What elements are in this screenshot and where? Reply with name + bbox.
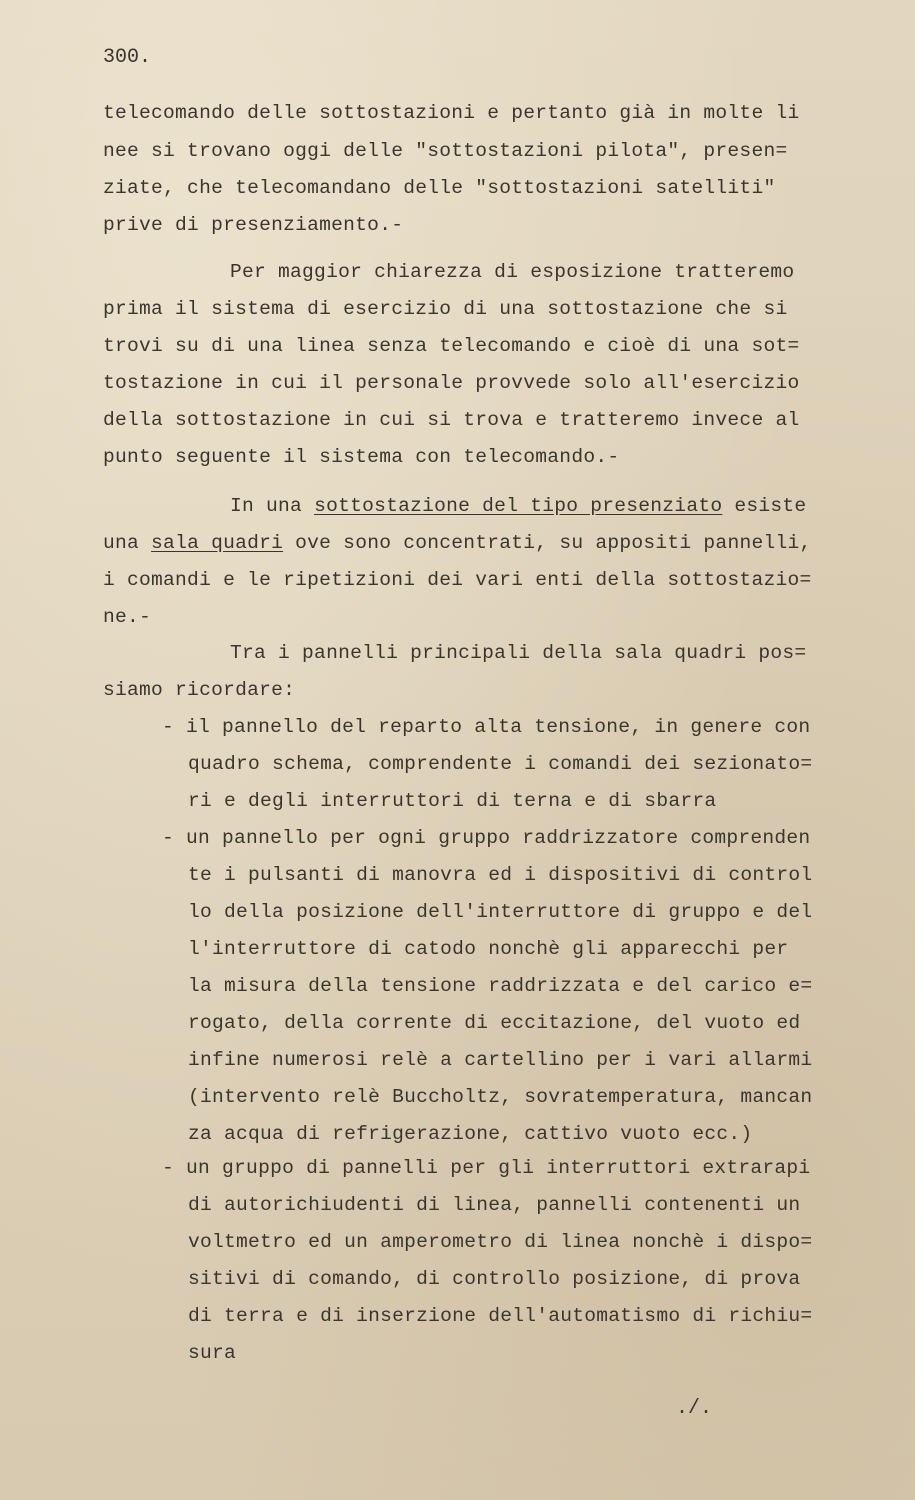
underlined-term: sala quadri: [151, 532, 284, 554]
list-item-line: - un pannello per ogni gruppo raddrizzatore comprenden: [162, 827, 811, 849]
continuation-mark: ./.: [676, 1397, 713, 1420]
text-line: prima il sistema di esercizio di una sottostazione che si: [103, 298, 788, 320]
list-item-line: rogato, della corrente di eccitazione, del vuoto ed: [188, 1012, 801, 1034]
list-item-line: la misura della tensione raddrizzata e del carico e=: [188, 975, 813, 997]
list-item-line: sitivi di comando, di controllo posizione, di prova: [188, 1268, 801, 1290]
paragraph-start-line: Tra i pannelli principali della sala quadri pos=: [230, 642, 807, 664]
text-line: della sottostazione in cui si trova e tratteremo invece al: [103, 409, 800, 431]
text-line: ziate, che telecomandano delle "sottostazioni satelliti": [103, 177, 776, 199]
text-line: punto seguente il sistema con telecomando.-: [103, 446, 620, 468]
text-segment: In una: [230, 495, 315, 517]
text-line: siamo ricordare:: [103, 679, 296, 701]
underlined-term: sottostazione del tipo presenziato: [314, 495, 723, 517]
paragraph-start-line: [230, 494, 806, 518]
list-item-line: l'interruttore di catodo nonchè gli apparecchi per: [188, 938, 789, 960]
text-line: trovi su di una linea senza telecomando e cioè di una sot=: [103, 335, 800, 357]
text-line: ne.-: [103, 606, 152, 628]
text-line: telecomando delle sottostazioni e pertanto già in molte li: [103, 102, 800, 124]
list-item-line: di terra e di inserzione dell'automatismo di richiu=: [188, 1305, 813, 1327]
list-item-line: te i pulsanti di manovra ed i dispositivi di control: [188, 864, 813, 886]
list-item-line: quadro schema, comprendente i comandi dei sezionato=: [188, 753, 813, 775]
text-segment: ove sono concentrati, su appositi pannelli,: [283, 532, 812, 554]
list-item-line: di autorichiudenti di linea, pannelli contenenti un: [188, 1194, 801, 1216]
list-item-line: voltmetro ed un amperometro di linea nonchè i dispo=: [188, 1231, 813, 1253]
text-line: nee si trovano oggi delle "sottostazioni pilota", presen=: [103, 140, 788, 162]
list-item-line: - il pannello del reparto alta tensione, in genere con: [162, 716, 811, 738]
text-line: [103, 531, 812, 555]
list-item-line: lo della posizione dell'interruttore di gruppo e del: [188, 901, 813, 923]
text-segment: una: [103, 532, 152, 554]
text-segment: esiste: [722, 495, 807, 517]
list-item-line: ri e degli interruttori di terna e di sbarra: [188, 790, 717, 812]
list-item-line: (intervento relè Buccholtz, sovratemperatura, mancan: [188, 1086, 813, 1108]
text-line: tostazione in cui il personale provvede solo all'esercizio: [103, 372, 800, 394]
list-item-line: - un gruppo di pannelli per gli interruttori extrarapi: [162, 1157, 811, 1179]
list-item-line: za acqua di refrigerazione, cattivo vuoto ecc.): [188, 1123, 753, 1145]
page-number: 300.: [103, 46, 152, 69]
text-line: prive di presenziamento.-: [103, 214, 404, 236]
paragraph-start-line: Per maggior chiarezza di esposizione tratteremo: [230, 261, 795, 283]
text-line: i comandi e le ripetizioni dei vari enti della sottostazio=: [103, 569, 812, 591]
list-item-line: sura: [188, 1342, 237, 1364]
list-item-line: infine numerosi relè a cartellino per i vari allarmi: [188, 1049, 813, 1071]
